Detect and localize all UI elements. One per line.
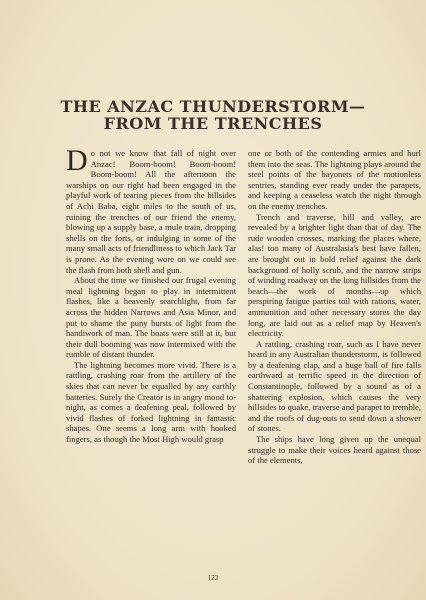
page-number: 122 — [207, 574, 219, 582]
left-column — [66, 144, 236, 445]
paragraph-6: A rattling, crashing roar, such as I have never heard in any Australian thunderstorm, is followed by a deafening clap, and a huge ball of fire falls earthward at terrific speed in the direction of Constantinople, followed by a sound as of a shattering explosion, which causes the very hillsides to quake, traverse and parapet to tremble, and the roofs of dug-outs to send down a shower of stones. — [248, 338, 422, 434]
page-title-line-2: FROM THE TRENCHES — [103, 114, 323, 133]
paragraph-5: Trench and traverse, hill and valley, are revealed by a brighter light than that of day. The rude wooden crosses, marking the places where, alas! too many of Australasia's best have fallen, are brought out in bold relief against the dark background of holly scrub, and the narrow strips of winding roadway on the long hillsides from the beach—the work of months—up which perspiring fatigue parties toil with rations, water, ammunition and other necessary stores the day long, are laid out as a relief map by Heaven's electricity. — [248, 211, 421, 339]
paragraph-3: The lightning becomes more vivid. There is a rattling, crashing roar from the artillery of the skies that can never be equalled by any earthly batteries. Surely the Creator is in angry mood to-night, as comes a deafening peal, followed by vivid flashes of forked lightning in fantastic shapes. One seems a long arm with hooked fingers, as though the Most High would grasp — [66, 359, 236, 445]
paragraph-1-text: o not we know that fall of night over Anzac! Boom-boom! Boom-boom! Boom-boom! All the afternoon the warships on our right had been engaged in the playful work of tearing pieces from the hillsides of Achi Baba, eight miles to the south of us, ruining the trenches of our friend the enemy, blowing up a supply base, a mule train, dropping shells on the forts, or indulging in some of the many small acts of friendliness to which Jack Tar is prone. As the evening wore on we could see the flash from both shell and gun. — [66, 148, 236, 275]
page-title-line-1: THE ANZAC THUNDERSTORM— — [60, 97, 366, 116]
paragraph-7: The ships have long given up the unequal struggle to make their voices heard against those of the elements, — [248, 434, 421, 466]
paragraph-4: one or both of the contending armies and hurl them into the seas. The lightning plays around the steel points of the bayonets of the motionless sentries, standing ever ready under the parapets, and keeping a ceaseless watch the night through on the enemy trenches. — [248, 148, 421, 211]
right-column — [248, 148, 421, 466]
paragraph-1 — [66, 144, 236, 275]
drop-cap: D — [66, 144, 88, 177]
paragraph-2: About the time we finished our frugal evening meal lightning began to play in intermittent flashes, like a heavenly searchlight, from far across the hidden Narrows and Asia Minor, and put to shame the puny bursts of light from the handiwork of man. The boats were still at it, but their dull booming was now intermixed with the rumble of distant thunder. — [66, 275, 236, 360]
